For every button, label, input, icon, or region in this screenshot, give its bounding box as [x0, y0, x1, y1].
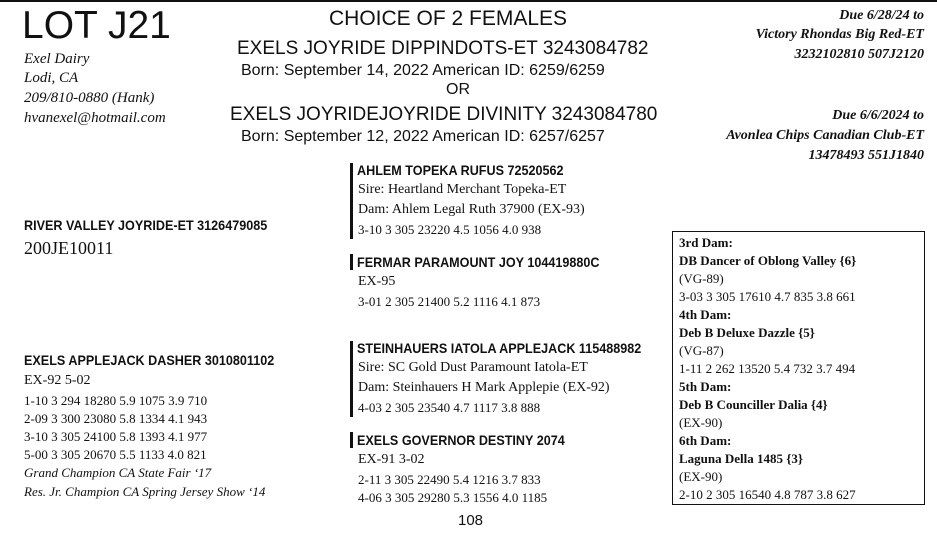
dam-name: EXELS APPLEJACK DASHER 3010801102 — [24, 352, 275, 368]
dam6-name: Laguna Della 1485 {3} — [679, 451, 804, 466]
female2-born: Born: September 12, 2022 American ID: 6257/6257 — [241, 128, 605, 145]
paternal-gdam-name: FERMAR PARAMOUNT JOY 104419880C — [357, 254, 600, 270]
paternal-gdam-record: 3-01 2 305 21400 5.2 1116 4.1 873 — [358, 294, 541, 309]
due1-ids: 3232102810 507J2120 — [794, 47, 924, 62]
dam-award-1: Grand Champion CA State Fair ‘17 — [24, 465, 212, 480]
paternal-gsire-name: AHLEM TOPEKA RUFUS 72520562 — [357, 162, 564, 178]
due2-ids: 13478493 551J1840 — [808, 148, 924, 163]
consignor-email: hvanexel@hotmail.com — [24, 110, 166, 126]
due2-date: Due 6/6/2024 to — [832, 108, 924, 123]
maternal-gsire-name: STEINHAUERS IATOLA APPLEJACK 115488982 — [357, 340, 642, 356]
due1-date: Due 6/28/24 to — [839, 8, 924, 23]
due2-bull: Avonlea Chips Canadian Club-ET — [726, 128, 924, 143]
consignor-phone: 209/810-0880 (Hank) — [24, 90, 155, 106]
dam4-name: Deb B Deluxe Dazzle {5} — [679, 325, 815, 340]
dam-record-3: 3-10 3 305 24100 5.8 1393 4.1 977 — [24, 429, 208, 444]
maternal-gsire-sire: Sire: SC Gold Dust Paramount Iatola-ET — [358, 360, 588, 375]
offer-heading: CHOICE OF 2 FEMALES — [329, 7, 568, 30]
dam3-record: 3-03 3 305 17610 4.7 835 3.8 661 — [679, 289, 856, 304]
female1-born: Born: September 14, 2022 American ID: 6259/6259 — [241, 62, 605, 79]
dam5-label: 5th Dam: — [679, 379, 732, 394]
offer-or: OR — [446, 81, 470, 98]
dam3-class: (VG-89) — [679, 271, 724, 286]
dam4-record: 1-11 2 262 13520 5.4 732 3.7 494 — [679, 361, 856, 376]
female2-name: EXELS JOYRIDEJOYRIDE DIVINITY 3243084780 — [230, 104, 658, 125]
dam3-label: 3rd Dam: — [679, 235, 733, 250]
maternal-gdam-bar — [350, 432, 353, 448]
dam6-label: 6th Dam: — [679, 433, 732, 448]
paternal-gdam-class: EX-95 — [358, 274, 396, 289]
dam-class: EX-92 5-02 — [24, 373, 91, 388]
paternal-gsire-dam: Dam: Ahlem Legal Ruth 37900 (EX-93) — [358, 202, 585, 217]
paternal-gdam-bar — [350, 254, 353, 270]
dam3-name: DB Dancer of Oblong Valley {6} — [679, 253, 857, 268]
dam6-record: 2-10 2 305 16540 4.8 787 3.8 627 — [679, 487, 856, 502]
dam4-class: (VG-87) — [679, 343, 724, 358]
dam6-class: (EX-90) — [679, 469, 723, 484]
due1-bull: Victory Rhondas Big Red-ET — [755, 27, 924, 42]
page-number: 108 — [458, 512, 484, 529]
paternal-gsire-sire: Sire: Heartland Merchant Topeka-ET — [358, 182, 567, 197]
maternal-gsire-record: 4-03 2 305 23540 4.7 1117 3.8 888 — [358, 400, 541, 415]
dam5-class: (EX-90) — [679, 415, 723, 430]
lot-title: LOT J21 — [22, 4, 171, 47]
sire-name: RIVER VALLEY JOYRIDE-ET 3126479085 — [24, 217, 268, 233]
maternal-gdam-class: EX-91 3-02 — [358, 452, 425, 467]
consignor-city: Lodi, CA — [24, 70, 79, 86]
maternal-gdam-record-1: 2-11 3 305 22490 5.4 1216 3.7 833 — [358, 472, 541, 487]
dam-record-2: 2-09 3 300 23080 5.8 1334 4.1 943 — [24, 411, 208, 426]
female1-name: EXELS JOYRIDE DIPPINDOTS-ET 3243084782 — [237, 38, 649, 59]
dam4-label: 4th Dam: — [679, 307, 732, 322]
top-rule — [0, 0, 937, 2]
dam-record-1: 1-10 3 294 18280 5.9 1075 3.9 710 — [24, 393, 208, 408]
consignor-name: Exel Dairy — [24, 51, 90, 67]
paternal-gsire-record: 3-10 3 305 23220 4.5 1056 4.0 938 — [358, 222, 542, 237]
maternal-gdam-name: EXELS GOVERNOR DESTINY 2074 — [357, 432, 565, 448]
dam-record-4: 5-00 3 305 20670 5.5 1133 4.0 821 — [24, 447, 207, 462]
dam-award-2: Res. Jr. Champion CA Spring Jersey Show ‘14 — [24, 484, 266, 499]
sire-code: 200JE10011 — [24, 238, 114, 258]
dam5-name: Deb B Counciller Dalia {4} — [679, 397, 828, 412]
maternal-gsire-dam: Dam: Steinhauers H Mark Applepie (EX-92) — [358, 380, 610, 395]
paternal-gsire-bar — [350, 163, 353, 239]
maternal-gsire-bar — [350, 341, 353, 417]
maternal-gdam-record-2: 4-06 3 305 29280 5.3 1556 4.0 1185 — [358, 490, 548, 505]
